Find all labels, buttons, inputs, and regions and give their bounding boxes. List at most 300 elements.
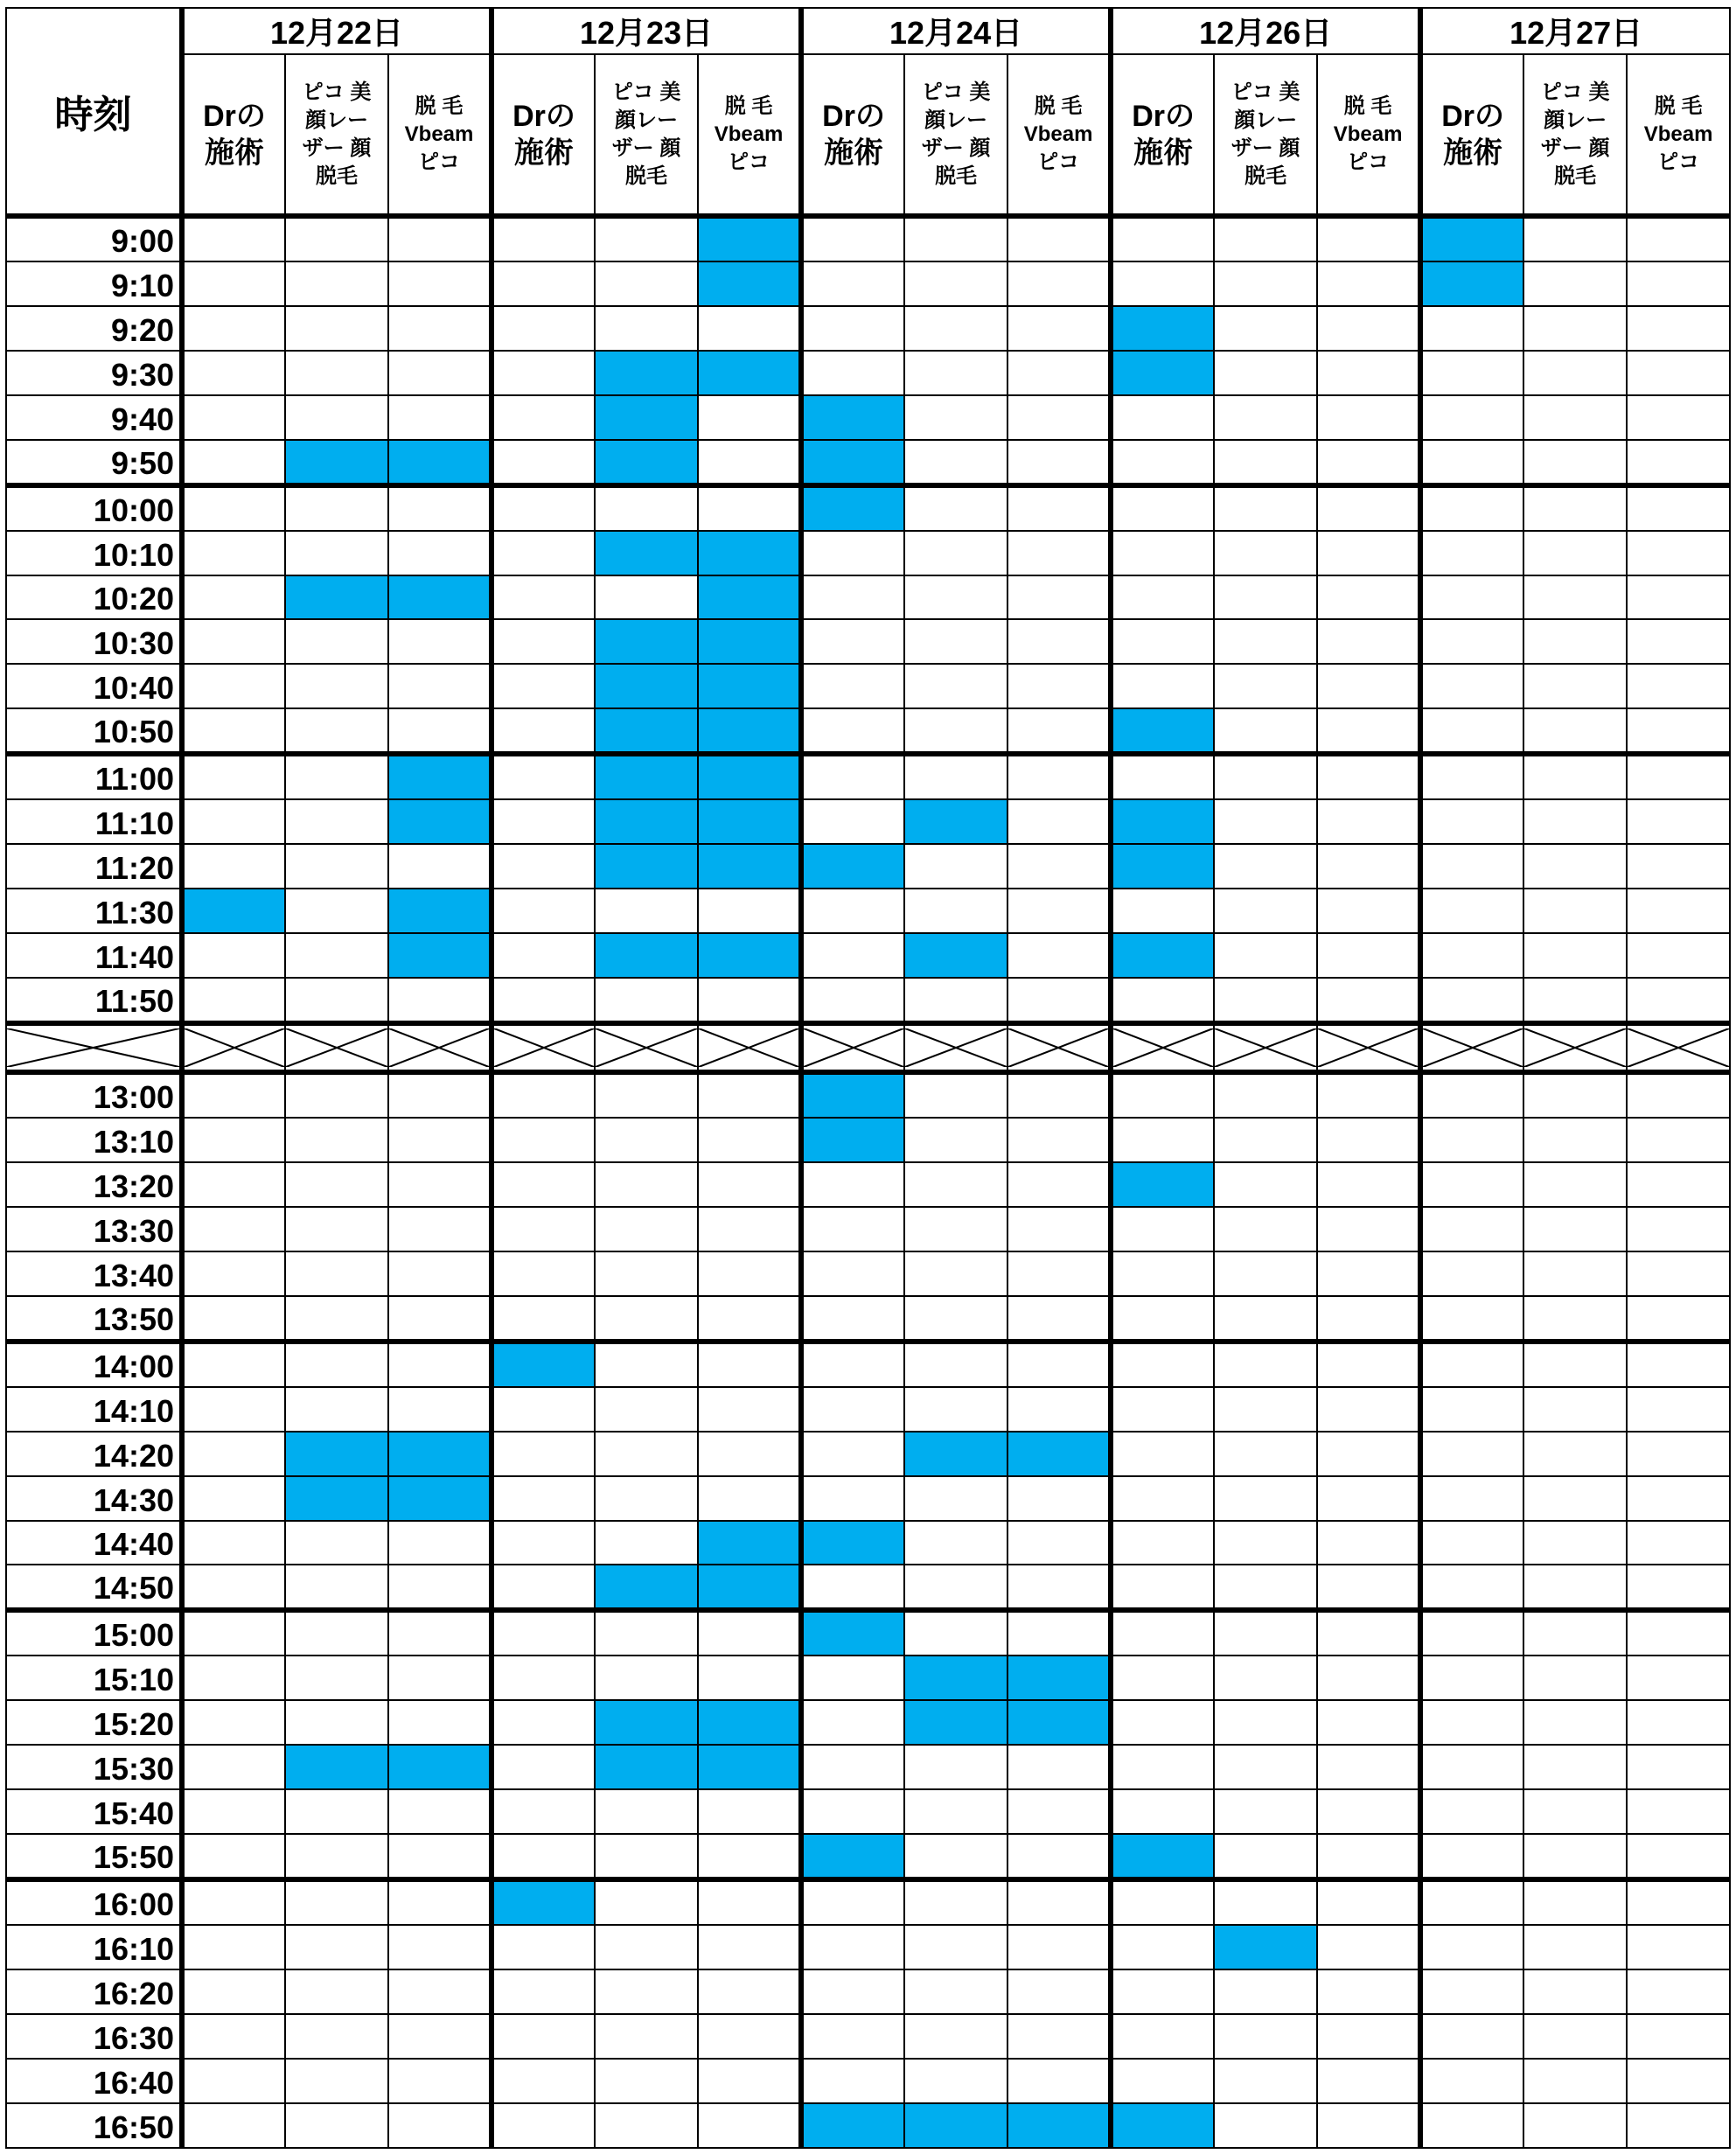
- open-slot[interactable]: [904, 754, 1007, 799]
- open-slot[interactable]: [801, 933, 904, 978]
- open-slot[interactable]: [801, 1251, 904, 1296]
- open-slot[interactable]: [1214, 664, 1317, 708]
- open-slot[interactable]: [1627, 1432, 1730, 1476]
- booked-slot[interactable]: [595, 1565, 698, 1610]
- open-slot[interactable]: [182, 1342, 285, 1387]
- open-slot[interactable]: [1111, 1387, 1214, 1432]
- open-slot[interactable]: [492, 1656, 595, 1700]
- open-slot[interactable]: [1317, 708, 1420, 754]
- open-slot[interactable]: [388, 1342, 492, 1387]
- open-slot[interactable]: [388, 1296, 492, 1342]
- open-slot[interactable]: [1214, 1118, 1317, 1162]
- open-slot[interactable]: [1420, 1565, 1523, 1610]
- open-slot[interactable]: [1317, 261, 1420, 306]
- open-slot[interactable]: [1420, 306, 1523, 351]
- open-slot[interactable]: [1627, 619, 1730, 664]
- open-slot[interactable]: [1111, 1565, 1214, 1610]
- open-slot[interactable]: [801, 978, 904, 1023]
- booked-slot[interactable]: [904, 2103, 1007, 2148]
- booked-slot[interactable]: [698, 1565, 801, 1610]
- booked-slot[interactable]: [801, 440, 904, 485]
- open-slot[interactable]: [698, 1789, 801, 1834]
- open-slot[interactable]: [904, 1789, 1007, 1834]
- open-slot[interactable]: [1214, 1521, 1317, 1565]
- booked-slot[interactable]: [595, 708, 698, 754]
- open-slot[interactable]: [698, 395, 801, 440]
- open-slot[interactable]: [698, 1207, 801, 1251]
- booked-slot[interactable]: [1111, 351, 1214, 395]
- open-slot[interactable]: [1214, 1251, 1317, 1296]
- open-slot[interactable]: [1317, 1700, 1420, 1745]
- booked-slot[interactable]: [801, 1834, 904, 1879]
- open-slot[interactable]: [388, 1072, 492, 1118]
- open-slot[interactable]: [182, 1700, 285, 1745]
- open-slot[interactable]: [182, 708, 285, 754]
- open-slot[interactable]: [1214, 1789, 1317, 1834]
- open-slot[interactable]: [595, 485, 698, 531]
- open-slot[interactable]: [595, 2103, 698, 2148]
- open-slot[interactable]: [182, 1610, 285, 1656]
- open-slot[interactable]: [492, 2059, 595, 2103]
- open-slot[interactable]: [595, 1834, 698, 1879]
- booked-slot[interactable]: [595, 1700, 698, 1745]
- open-slot[interactable]: [1111, 2059, 1214, 2103]
- open-slot[interactable]: [1317, 1656, 1420, 1700]
- open-slot[interactable]: [1214, 889, 1317, 933]
- open-slot[interactable]: [595, 1387, 698, 1432]
- open-slot[interactable]: [182, 754, 285, 799]
- open-slot[interactable]: [595, 1925, 698, 1969]
- open-slot[interactable]: [1420, 664, 1523, 708]
- open-slot[interactable]: [285, 799, 388, 844]
- open-slot[interactable]: [1214, 1879, 1317, 1925]
- open-slot[interactable]: [285, 1925, 388, 1969]
- open-slot[interactable]: [1007, 351, 1111, 395]
- booked-slot[interactable]: [595, 440, 698, 485]
- open-slot[interactable]: [1420, 1700, 1523, 1745]
- open-slot[interactable]: [1214, 933, 1317, 978]
- open-slot[interactable]: [1523, 1610, 1627, 1656]
- open-slot[interactable]: [1420, 619, 1523, 664]
- open-slot[interactable]: [182, 351, 285, 395]
- open-slot[interactable]: [801, 1387, 904, 1432]
- open-slot[interactable]: [1214, 2014, 1317, 2059]
- booked-slot[interactable]: [285, 1745, 388, 1789]
- booked-slot[interactable]: [904, 933, 1007, 978]
- open-slot[interactable]: [801, 2059, 904, 2103]
- open-slot[interactable]: [595, 1476, 698, 1521]
- open-slot[interactable]: [1214, 1476, 1317, 1521]
- open-slot[interactable]: [1214, 978, 1317, 1023]
- open-slot[interactable]: [1420, 1207, 1523, 1251]
- open-slot[interactable]: [1007, 261, 1111, 306]
- open-slot[interactable]: [182, 933, 285, 978]
- open-slot[interactable]: [1420, 1162, 1523, 1207]
- open-slot[interactable]: [1007, 978, 1111, 1023]
- booked-slot[interactable]: [595, 844, 698, 889]
- open-slot[interactable]: [595, 1879, 698, 1925]
- booked-slot[interactable]: [595, 754, 698, 799]
- open-slot[interactable]: [1007, 306, 1111, 351]
- open-slot[interactable]: [801, 1162, 904, 1207]
- open-slot[interactable]: [492, 664, 595, 708]
- open-slot[interactable]: [595, 1521, 698, 1565]
- open-slot[interactable]: [182, 2059, 285, 2103]
- open-slot[interactable]: [1007, 1387, 1111, 1432]
- open-slot[interactable]: [1111, 531, 1214, 575]
- open-slot[interactable]: [182, 978, 285, 1023]
- open-slot[interactable]: [285, 531, 388, 575]
- open-slot[interactable]: [492, 1296, 595, 1342]
- open-slot[interactable]: [595, 306, 698, 351]
- open-slot[interactable]: [1214, 1072, 1317, 1118]
- open-slot[interactable]: [1214, 261, 1317, 306]
- open-slot[interactable]: [801, 1656, 904, 1700]
- open-slot[interactable]: [904, 664, 1007, 708]
- booked-slot[interactable]: [904, 1656, 1007, 1700]
- open-slot[interactable]: [492, 531, 595, 575]
- open-slot[interactable]: [1007, 1207, 1111, 1251]
- open-slot[interactable]: [1627, 1072, 1730, 1118]
- open-slot[interactable]: [595, 2014, 698, 2059]
- open-slot[interactable]: [801, 306, 904, 351]
- open-slot[interactable]: [182, 1925, 285, 1969]
- open-slot[interactable]: [1523, 1207, 1627, 1251]
- open-slot[interactable]: [1627, 1879, 1730, 1925]
- open-slot[interactable]: [492, 1251, 595, 1296]
- booked-slot[interactable]: [595, 619, 698, 664]
- open-slot[interactable]: [285, 2059, 388, 2103]
- booked-slot[interactable]: [698, 261, 801, 306]
- open-slot[interactable]: [904, 1521, 1007, 1565]
- open-slot[interactable]: [595, 889, 698, 933]
- open-slot[interactable]: [1420, 1251, 1523, 1296]
- open-slot[interactable]: [1627, 844, 1730, 889]
- open-slot[interactable]: [388, 2014, 492, 2059]
- open-slot[interactable]: [801, 1207, 904, 1251]
- open-slot[interactable]: [1627, 1207, 1730, 1251]
- open-slot[interactable]: [285, 664, 388, 708]
- open-slot[interactable]: [698, 1925, 801, 1969]
- booked-slot[interactable]: [698, 619, 801, 664]
- open-slot[interactable]: [492, 1610, 595, 1656]
- open-slot[interactable]: [1523, 1925, 1627, 1969]
- open-slot[interactable]: [182, 1969, 285, 2014]
- open-slot[interactable]: [1627, 531, 1730, 575]
- open-slot[interactable]: [388, 531, 492, 575]
- open-slot[interactable]: [1007, 1834, 1111, 1879]
- open-slot[interactable]: [801, 754, 904, 799]
- booked-slot[interactable]: [1111, 933, 1214, 978]
- open-slot[interactable]: [285, 754, 388, 799]
- booked-slot[interactable]: [492, 1342, 595, 1387]
- booked-slot[interactable]: [801, 1118, 904, 1162]
- open-slot[interactable]: [801, 1789, 904, 1834]
- open-slot[interactable]: [1317, 1565, 1420, 1610]
- open-slot[interactable]: [492, 1162, 595, 1207]
- open-slot[interactable]: [285, 1118, 388, 1162]
- open-slot[interactable]: [1007, 1118, 1111, 1162]
- open-slot[interactable]: [1420, 978, 1523, 1023]
- open-slot[interactable]: [1627, 1656, 1730, 1700]
- open-slot[interactable]: [388, 1162, 492, 1207]
- open-slot[interactable]: [285, 1789, 388, 1834]
- open-slot[interactable]: [1627, 1251, 1730, 1296]
- open-slot[interactable]: [1420, 485, 1523, 531]
- open-slot[interactable]: [904, 1610, 1007, 1656]
- open-slot[interactable]: [1420, 1476, 1523, 1521]
- open-slot[interactable]: [904, 978, 1007, 1023]
- open-slot[interactable]: [1214, 1700, 1317, 1745]
- open-slot[interactable]: [1007, 708, 1111, 754]
- open-slot[interactable]: [1317, 664, 1420, 708]
- open-slot[interactable]: [1007, 1610, 1111, 1656]
- booked-slot[interactable]: [1111, 2103, 1214, 2148]
- open-slot[interactable]: [1523, 531, 1627, 575]
- open-slot[interactable]: [904, 1925, 1007, 1969]
- open-slot[interactable]: [1420, 1118, 1523, 1162]
- open-slot[interactable]: [1111, 1656, 1214, 1700]
- open-slot[interactable]: [1523, 978, 1627, 1023]
- booked-slot[interactable]: [388, 575, 492, 620]
- open-slot[interactable]: [1111, 1745, 1214, 1789]
- open-slot[interactable]: [1111, 1521, 1214, 1565]
- open-slot[interactable]: [1627, 351, 1730, 395]
- open-slot[interactable]: [1420, 1656, 1523, 1700]
- open-slot[interactable]: [182, 440, 285, 485]
- open-slot[interactable]: [182, 1476, 285, 1521]
- booked-slot[interactable]: [698, 708, 801, 754]
- open-slot[interactable]: [1317, 2014, 1420, 2059]
- open-slot[interactable]: [801, 619, 904, 664]
- open-slot[interactable]: [1317, 1432, 1420, 1476]
- booked-slot[interactable]: [801, 395, 904, 440]
- open-slot[interactable]: [1214, 2059, 1317, 2103]
- open-slot[interactable]: [388, 261, 492, 306]
- booked-slot[interactable]: [801, 844, 904, 889]
- booked-slot[interactable]: [1214, 1925, 1317, 1969]
- open-slot[interactable]: [1317, 395, 1420, 440]
- open-slot[interactable]: [595, 1610, 698, 1656]
- open-slot[interactable]: [1523, 575, 1627, 620]
- open-slot[interactable]: [1523, 351, 1627, 395]
- open-slot[interactable]: [698, 1072, 801, 1118]
- open-slot[interactable]: [1214, 1207, 1317, 1251]
- open-slot[interactable]: [904, 1879, 1007, 1925]
- open-slot[interactable]: [1420, 2103, 1523, 2148]
- booked-slot[interactable]: [595, 395, 698, 440]
- open-slot[interactable]: [1420, 2014, 1523, 2059]
- open-slot[interactable]: [1007, 1925, 1111, 1969]
- booked-slot[interactable]: [698, 1700, 801, 1745]
- open-slot[interactable]: [388, 619, 492, 664]
- open-slot[interactable]: [388, 1251, 492, 1296]
- open-slot[interactable]: [1420, 889, 1523, 933]
- open-slot[interactable]: [492, 799, 595, 844]
- open-slot[interactable]: [1523, 1745, 1627, 1789]
- open-slot[interactable]: [492, 889, 595, 933]
- booked-slot[interactable]: [285, 440, 388, 485]
- open-slot[interactable]: [801, 1342, 904, 1387]
- open-slot[interactable]: [1627, 933, 1730, 978]
- open-slot[interactable]: [285, 1700, 388, 1745]
- open-slot[interactable]: [182, 1162, 285, 1207]
- open-slot[interactable]: [285, 1072, 388, 1118]
- open-slot[interactable]: [388, 2059, 492, 2103]
- open-slot[interactable]: [1420, 1387, 1523, 1432]
- open-slot[interactable]: [595, 1207, 698, 1251]
- booked-slot[interactable]: [698, 664, 801, 708]
- open-slot[interactable]: [388, 1879, 492, 1925]
- open-slot[interactable]: [1111, 1118, 1214, 1162]
- open-slot[interactable]: [1523, 754, 1627, 799]
- booked-slot[interactable]: [388, 1476, 492, 1521]
- open-slot[interactable]: [1420, 1521, 1523, 1565]
- booked-slot[interactable]: [182, 889, 285, 933]
- open-slot[interactable]: [1523, 1834, 1627, 1879]
- open-slot[interactable]: [1627, 1700, 1730, 1745]
- open-slot[interactable]: [1627, 261, 1730, 306]
- open-slot[interactable]: [1317, 440, 1420, 485]
- open-slot[interactable]: [801, 1296, 904, 1342]
- open-slot[interactable]: [1317, 933, 1420, 978]
- open-slot[interactable]: [492, 1700, 595, 1745]
- open-slot[interactable]: [801, 261, 904, 306]
- open-slot[interactable]: [1111, 575, 1214, 620]
- open-slot[interactable]: [388, 708, 492, 754]
- open-slot[interactable]: [698, 440, 801, 485]
- open-slot[interactable]: [1111, 1251, 1214, 1296]
- booked-slot[interactable]: [388, 799, 492, 844]
- open-slot[interactable]: [1111, 1207, 1214, 1251]
- open-slot[interactable]: [1420, 754, 1523, 799]
- open-slot[interactable]: [801, 575, 904, 620]
- open-slot[interactable]: [801, 1925, 904, 1969]
- open-slot[interactable]: [1317, 619, 1420, 664]
- open-slot[interactable]: [285, 708, 388, 754]
- open-slot[interactable]: [1007, 485, 1111, 531]
- open-slot[interactable]: [698, 1879, 801, 1925]
- open-slot[interactable]: [182, 664, 285, 708]
- open-slot[interactable]: [904, 1969, 1007, 2014]
- open-slot[interactable]: [1627, 2059, 1730, 2103]
- open-slot[interactable]: [285, 1342, 388, 1387]
- open-slot[interactable]: [595, 1296, 698, 1342]
- open-slot[interactable]: [388, 351, 492, 395]
- open-slot[interactable]: [1317, 1387, 1420, 1432]
- open-slot[interactable]: [904, 351, 1007, 395]
- booked-slot[interactable]: [1111, 708, 1214, 754]
- open-slot[interactable]: [1317, 306, 1420, 351]
- open-slot[interactable]: [1111, 1296, 1214, 1342]
- booked-slot[interactable]: [698, 754, 801, 799]
- open-slot[interactable]: [492, 1789, 595, 1834]
- open-slot[interactable]: [388, 844, 492, 889]
- open-slot[interactable]: [1214, 1656, 1317, 1700]
- open-slot[interactable]: [1317, 1610, 1420, 1656]
- open-slot[interactable]: [1111, 1969, 1214, 2014]
- open-slot[interactable]: [595, 1432, 698, 1476]
- open-slot[interactable]: [1627, 1387, 1730, 1432]
- open-slot[interactable]: [492, 1387, 595, 1432]
- open-slot[interactable]: [1111, 978, 1214, 1023]
- open-slot[interactable]: [1420, 1296, 1523, 1342]
- open-slot[interactable]: [1523, 1251, 1627, 1296]
- open-slot[interactable]: [182, 1879, 285, 1925]
- open-slot[interactable]: [182, 1118, 285, 1162]
- open-slot[interactable]: [285, 1521, 388, 1565]
- open-slot[interactable]: [904, 1834, 1007, 1879]
- open-slot[interactable]: [1420, 1610, 1523, 1656]
- open-slot[interactable]: [1627, 485, 1730, 531]
- open-slot[interactable]: [1214, 1610, 1317, 1656]
- open-slot[interactable]: [904, 844, 1007, 889]
- open-slot[interactable]: [904, 216, 1007, 261]
- open-slot[interactable]: [904, 485, 1007, 531]
- open-slot[interactable]: [182, 1565, 285, 1610]
- booked-slot[interactable]: [1007, 1700, 1111, 1745]
- open-slot[interactable]: [1627, 978, 1730, 1023]
- open-slot[interactable]: [1007, 575, 1111, 620]
- open-slot[interactable]: [492, 978, 595, 1023]
- booked-slot[interactable]: [698, 1745, 801, 1789]
- open-slot[interactable]: [801, 1879, 904, 1925]
- open-slot[interactable]: [904, 1745, 1007, 1789]
- open-slot[interactable]: [388, 1834, 492, 1879]
- open-slot[interactable]: [285, 1834, 388, 1879]
- open-slot[interactable]: [1627, 306, 1730, 351]
- booked-slot[interactable]: [595, 799, 698, 844]
- open-slot[interactable]: [1111, 889, 1214, 933]
- open-slot[interactable]: [492, 844, 595, 889]
- open-slot[interactable]: [492, 619, 595, 664]
- booked-slot[interactable]: [698, 531, 801, 575]
- open-slot[interactable]: [1111, 664, 1214, 708]
- open-slot[interactable]: [1317, 1521, 1420, 1565]
- open-slot[interactable]: [182, 1207, 285, 1251]
- open-slot[interactable]: [1523, 1387, 1627, 1432]
- open-slot[interactable]: [1523, 2103, 1627, 2148]
- open-slot[interactable]: [698, 1342, 801, 1387]
- open-slot[interactable]: [1420, 1879, 1523, 1925]
- booked-slot[interactable]: [904, 799, 1007, 844]
- open-slot[interactable]: [698, 1387, 801, 1432]
- open-slot[interactable]: [388, 1610, 492, 1656]
- booked-slot[interactable]: [1111, 1834, 1214, 1879]
- open-slot[interactable]: [698, 1296, 801, 1342]
- open-slot[interactable]: [1523, 2059, 1627, 2103]
- open-slot[interactable]: [801, 216, 904, 261]
- open-slot[interactable]: [1627, 1342, 1730, 1387]
- open-slot[interactable]: [1214, 575, 1317, 620]
- open-slot[interactable]: [492, 708, 595, 754]
- open-slot[interactable]: [595, 1342, 698, 1387]
- open-slot[interactable]: [1007, 1476, 1111, 1521]
- open-slot[interactable]: [182, 261, 285, 306]
- open-slot[interactable]: [1523, 261, 1627, 306]
- open-slot[interactable]: [285, 1387, 388, 1432]
- open-slot[interactable]: [1007, 2059, 1111, 2103]
- booked-slot[interactable]: [595, 664, 698, 708]
- open-slot[interactable]: [492, 1118, 595, 1162]
- open-slot[interactable]: [1317, 1162, 1420, 1207]
- open-slot[interactable]: [1627, 2103, 1730, 2148]
- open-slot[interactable]: [1627, 1162, 1730, 1207]
- open-slot[interactable]: [1317, 889, 1420, 933]
- booked-slot[interactable]: [595, 933, 698, 978]
- open-slot[interactable]: [1523, 1296, 1627, 1342]
- open-slot[interactable]: [492, 216, 595, 261]
